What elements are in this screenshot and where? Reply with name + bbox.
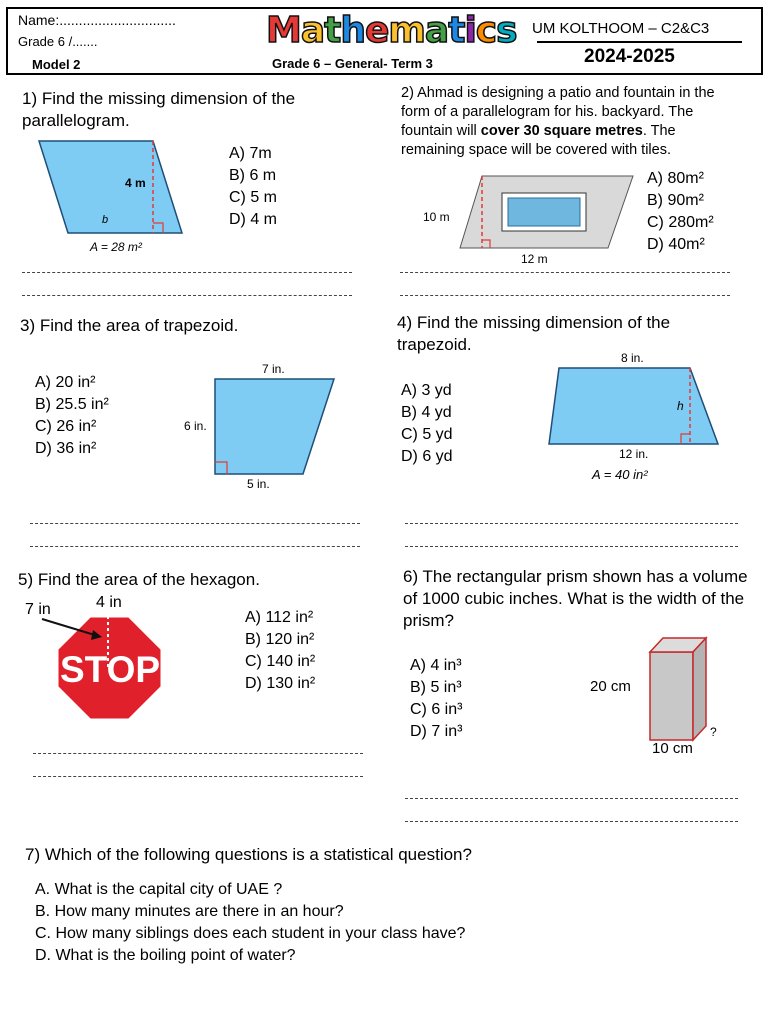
q1-base-label: b: [102, 214, 109, 226]
answer-line: [30, 523, 360, 524]
q6-prism-figure: [585, 630, 735, 760]
option[interactable]: B) 6 m: [229, 167, 277, 184]
option[interactable]: A) 112 in²: [245, 609, 314, 626]
subtitle: Grade 6 – General- Term 3: [272, 56, 433, 71]
option[interactable]: D. What is the boiling point of water?: [35, 947, 296, 964]
q3-side-label: 6 in.: [184, 419, 207, 433]
answer-line: [33, 753, 363, 754]
option[interactable]: D) 4 m: [229, 211, 277, 228]
q1-parallelogram-figure: [30, 135, 230, 260]
option[interactable]: B) 90m²: [647, 192, 704, 209]
name-field: Name:..............................: [18, 12, 176, 28]
q5-label-4: 4 in: [96, 594, 122, 611]
q6-base-label: 10 cm: [652, 740, 693, 757]
option[interactable]: D) 40m²: [647, 236, 705, 253]
option[interactable]: D) 7 in³: [410, 723, 463, 740]
option[interactable]: A) 7m: [229, 145, 272, 162]
answer-line: [33, 776, 363, 777]
q5-text: 5) Find the area of the hexagon.: [18, 570, 260, 589]
option[interactable]: C) 5 m: [229, 189, 277, 206]
header-rule: [537, 41, 742, 43]
answer-line: [22, 295, 352, 296]
q1-options: [229, 143, 277, 231]
q4-top-label: 8 in.: [621, 351, 644, 365]
option[interactable]: B) 25.5 in²: [35, 396, 109, 413]
q4-options: [401, 380, 453, 468]
q1-text: 1) Find the missing dimension of the parallelogram.: [22, 89, 296, 130]
q4-area-label: A = 40 in²: [592, 467, 648, 482]
answer-line: [405, 798, 738, 799]
q3-trapezoid-figure: [180, 358, 350, 496]
stop-sign-text: STOP: [59, 649, 161, 690]
option[interactable]: C. How many siblings does each student in your class have?: [35, 925, 466, 942]
school-name: UM KOLTHOOM – C2&C3: [532, 20, 710, 37]
option[interactable]: B) 5 in³: [410, 679, 462, 696]
option[interactable]: D) 6 yd: [401, 448, 453, 465]
option[interactable]: A) 20 in²: [35, 374, 96, 391]
q6-text: 6) The rectangular prism shown has a volume of 1000 cubic inches. What is the width of the prism?: [403, 567, 748, 630]
q5-options: [245, 607, 315, 695]
q4-text: 4) Find the missing dimension of the trapezoid.: [397, 313, 671, 354]
q5-label-7: 7 in: [25, 601, 51, 618]
q3-bottom-label: 5 in.: [247, 477, 270, 491]
q1-area-label: A = 28 m²: [90, 240, 142, 254]
option[interactable]: A) 3 yd: [401, 382, 452, 399]
q4-trapezoid-figure: [545, 348, 725, 488]
option[interactable]: D) 130 in²: [245, 675, 316, 692]
option[interactable]: B. How many minutes are there in an hour?: [35, 903, 344, 920]
option[interactable]: D) 36 in²: [35, 440, 97, 457]
answer-line: [22, 272, 352, 273]
q3-text: 3) Find the area of trapezoid.: [20, 316, 239, 335]
q2-text: 2) Ahmad is designing a patio and fountain in the form of a parallelogram for his. backyard. The fountain will cover 30 square metres. The remaining space will be covered with tiles.: [401, 85, 715, 158]
q3-top-label: 7 in.: [262, 362, 285, 376]
school-year: 2024-2025: [584, 46, 675, 67]
option[interactable]: B) 4 yd: [401, 404, 452, 421]
q7-text: 7) Which of the following questions is a statistical question?: [25, 845, 472, 864]
q2-base-label: 12 m: [521, 252, 548, 266]
model-label: Model 2: [32, 57, 81, 72]
option[interactable]: A) 80m²: [647, 170, 704, 187]
q1-height-label: 4 m: [125, 176, 146, 190]
answer-line: [30, 546, 360, 547]
q7-options: [35, 879, 465, 967]
option[interactable]: C) 26 in²: [35, 418, 97, 435]
q2-options: [647, 168, 714, 256]
option[interactable]: A) 4 in³: [410, 657, 462, 674]
q4-h-label: h: [677, 399, 684, 413]
grade-field: Grade 6 /.......: [18, 34, 98, 49]
q4-bottom-label: 12 in.: [619, 447, 649, 461]
q6-height-label: 20 cm: [590, 678, 631, 695]
option[interactable]: A. What is the capital city of UAE ?: [35, 881, 283, 898]
option[interactable]: C) 5 yd: [401, 426, 453, 443]
option[interactable]: C) 140 in²: [245, 653, 316, 670]
option[interactable]: C) 280m²: [647, 214, 714, 231]
q5-stop-sign-figure: [20, 592, 180, 727]
q6-unknown-label: ?: [710, 725, 717, 739]
q3-options: [35, 372, 109, 460]
answer-line: [405, 821, 738, 822]
answer-line: [400, 295, 730, 296]
answer-line: [405, 546, 738, 547]
answer-line: [400, 272, 730, 273]
option[interactable]: B) 120 in²: [245, 631, 315, 648]
option[interactable]: C) 6 in³: [410, 701, 463, 718]
q2-height-label: 10 m: [423, 210, 450, 224]
q6-options: [410, 655, 462, 743]
mathematics-logo: Mathematics: [266, 10, 517, 51]
answer-line: [405, 523, 738, 524]
q2-patio-figure: [418, 172, 648, 267]
